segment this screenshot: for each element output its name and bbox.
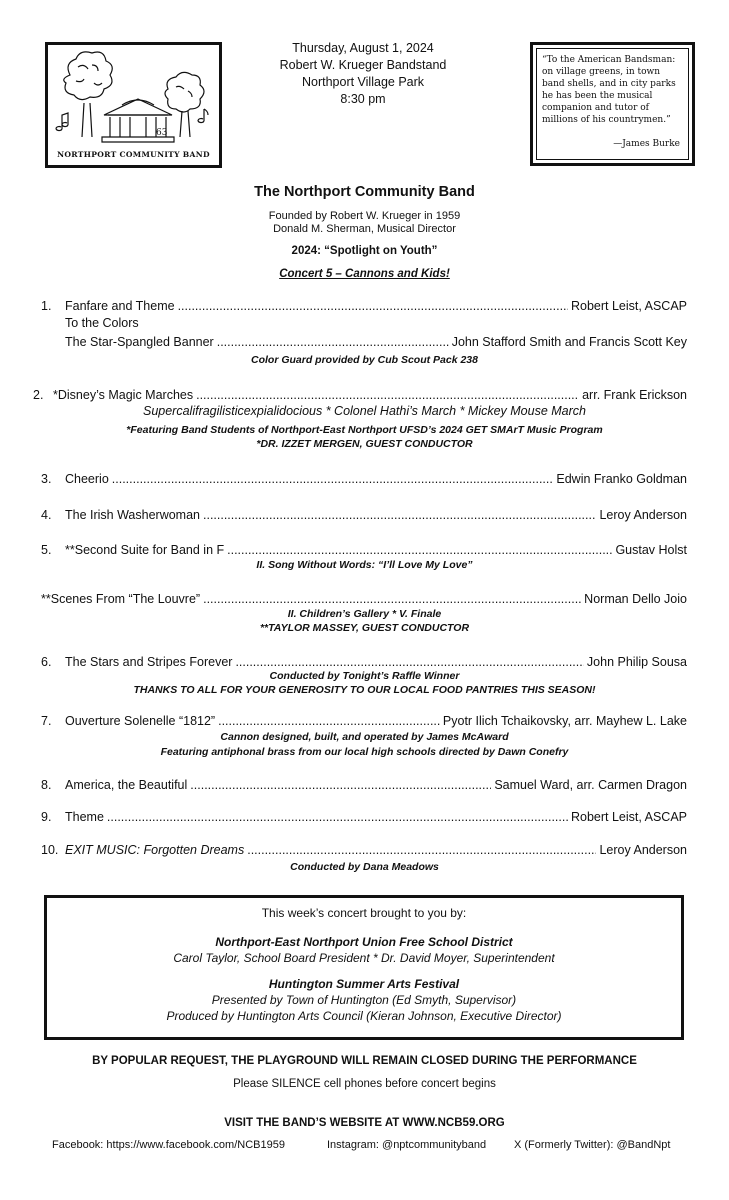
sponsor-detail: Produced by Huntington Arts Council (Kieran Johnson, Executive Director)	[166, 1009, 562, 1023]
program-item-8	[41, 778, 687, 792]
program-note: Conducted by Tonight’s Raffle Winner	[269, 670, 460, 682]
program-note: Color Guard provided by Cub Scout Pack 238	[251, 354, 478, 366]
sponsor-box	[44, 895, 684, 1040]
bandstand-number: 63	[156, 128, 168, 138]
piece-title: Theme	[65, 810, 104, 824]
program-note: *DR. IZZET MERGEN, GUEST CONDUCTOR	[256, 438, 473, 450]
program-note: II. Children’s Gallery * V. Finale	[287, 608, 442, 620]
dot-leader	[107, 810, 568, 824]
piece-title: Cheerio	[65, 472, 109, 486]
program-note: Conducted by Dana Meadows	[290, 861, 439, 873]
logo-caption: NORTHPORT COMMUNITY BAND	[57, 150, 210, 159]
item-number: 5.	[41, 543, 52, 557]
item-number: 10.	[41, 843, 59, 857]
program-item-9	[41, 810, 687, 824]
dot-leader	[178, 299, 568, 313]
silence-notice: Please SILENCE cell phones before concert begins	[233, 1078, 496, 1090]
dot-leader	[203, 592, 581, 606]
composer: Gustav Holst	[615, 543, 687, 557]
website-notice: VISIT THE BAND’S WEBSITE AT WWW.NCB59.ORG	[224, 1117, 505, 1129]
event-park: Northport Village Park	[301, 75, 425, 89]
program-item-5b	[41, 592, 687, 606]
composer: Leroy Anderson	[599, 843, 687, 857]
event-venue: Robert W. Krueger Bandstand	[279, 58, 447, 72]
composer: John Philip Sousa	[586, 655, 687, 669]
composer: arr. Frank Erickson	[582, 388, 687, 402]
composer: Leroy Anderson	[599, 508, 687, 522]
dot-leader	[235, 655, 583, 669]
instagram-link[interactable]: Instagram: @nptcommunityband	[327, 1139, 487, 1151]
program-item-4	[41, 508, 687, 522]
program-item-1	[41, 299, 687, 313]
composer: Robert Leist, ASCAP	[570, 299, 687, 313]
dot-leader	[203, 508, 596, 522]
program-note: Cannon designed, built, and operated by James McAward	[220, 731, 509, 743]
piece-title: *Disney’s Magic Marches	[53, 388, 194, 402]
program-item-1b: To the Colors	[65, 316, 139, 330]
sponsor-detail: Carol Taylor, School Board President * Dr. David Moyer, Superintendent	[173, 951, 555, 965]
dot-leader	[227, 543, 612, 557]
program-item-1c	[65, 335, 687, 349]
quote-inner-frame	[536, 48, 689, 160]
composer: Norman Dello Joio	[584, 592, 687, 606]
event-info	[258, 40, 468, 108]
sponsor-detail: Presented by Town of Huntington (Ed Smyth, Supervisor)	[211, 993, 517, 1007]
item-number: 9.	[41, 810, 52, 824]
quote-text: “To the American Bandsman: on village greens, in town band shells, and in city parks he has been the musical companion and tutor of millions of his countrymen.”	[542, 55, 676, 125]
playground-notice: BY POPULAR REQUEST, THE PLAYGROUND WILL REMAIN CLOSED DURING THE PERFORMANCE	[92, 1055, 637, 1067]
dot-leader	[190, 778, 491, 792]
item-number: 7.	[41, 714, 52, 728]
composer: Robert Leist, ASCAP	[570, 810, 687, 824]
item-number: 6.	[41, 655, 52, 669]
band-logo	[45, 42, 222, 168]
piece-title: The Star-Spangled Banner	[65, 335, 214, 349]
program-item-2	[33, 388, 687, 402]
season-theme: 2024: “Spotlight on Youth”	[291, 245, 438, 257]
piece-title: The Irish Washerwoman	[65, 508, 200, 522]
dot-leader	[217, 335, 449, 349]
program-item-10	[41, 843, 687, 857]
bandstand-illustration	[48, 45, 219, 165]
composer: Samuel Ward, arr. Carmen Dragon	[494, 778, 687, 792]
program-item-5	[41, 543, 687, 557]
piece-title: **Second Suite for Band in F	[65, 543, 225, 557]
piece-title: Ouverture Solenelle “1812”	[65, 714, 216, 728]
sponsor-intro: This week’s concert brought to you by:	[261, 906, 467, 920]
composer: Edwin Franko Goldman	[556, 472, 687, 486]
program-note: II. Song Without Words: “I’ll Love My Love”	[256, 559, 473, 571]
item-number: 8.	[41, 778, 52, 792]
program-note: Featuring antiphonal brass from our local high schools directed by Dawn Conefry	[160, 746, 569, 758]
piece-title: The Stars and Stripes Forever	[65, 655, 233, 669]
director-line: Donald M. Sherman, Musical Director	[273, 223, 456, 235]
item-number: 4.	[41, 508, 52, 522]
quote-box	[530, 42, 695, 166]
composer: John Stafford Smith and Francis Scott Key	[451, 335, 687, 349]
dot-leader	[218, 714, 440, 728]
piece-title: **Scenes From “The Louvre”	[41, 592, 201, 606]
twitter-link[interactable]: X (Formerly Twitter): @BandNpt	[514, 1139, 671, 1151]
band-title: The Northport Community Band	[254, 184, 475, 200]
concert-title: Concert 5 – Cannons and Kids!	[279, 268, 450, 280]
sponsor-name: Northport-East Northport Union Free School District	[215, 935, 513, 949]
program-item-3	[41, 472, 687, 486]
sponsor-name: Huntington Summer Arts Festival	[268, 977, 460, 991]
facebook-link[interactable]: Facebook: https://www.facebook.com/NCB1959	[52, 1139, 285, 1151]
piece-title: America, the Beautiful	[65, 778, 188, 792]
program-note: **TAYLOR MASSEY, GUEST CONDUCTOR	[259, 622, 470, 634]
item-number: 3.	[41, 472, 52, 486]
program-subtitle: Supercalifragilisticexpialidocious * Colonel Hathi’s March * Mickey Mouse March	[142, 404, 586, 418]
quote-author: —James Burke	[613, 139, 680, 149]
program-note: *Featuring Band Students of Northport-East Northport UFSD’s 2024 GET SMArT Music Program	[126, 424, 603, 436]
founded-line: Founded by Robert W. Krueger in 1959	[268, 210, 461, 222]
event-time: 8:30 pm	[340, 92, 386, 106]
program-item-6	[41, 655, 687, 669]
piece-title: EXIT MUSIC: Forgotten Dreams	[65, 843, 245, 857]
item-number: 1.	[41, 299, 52, 313]
program-note: THANKS TO ALL FOR YOUR GENEROSITY TO OUR LOCAL FOOD PANTRIES THIS SEASON!	[133, 684, 596, 696]
piece-title: Fanfare and Theme	[65, 299, 175, 313]
item-number: 2.	[33, 388, 44, 402]
program-item-7	[41, 714, 687, 728]
dot-leader	[247, 843, 596, 857]
dot-leader	[112, 472, 554, 486]
event-date: Thursday, August 1, 2024	[292, 41, 434, 55]
dot-leader	[196, 388, 579, 402]
composer: Pyotr Ilich Tchaikovsky, arr. Mayhew L. Lake	[442, 714, 687, 728]
